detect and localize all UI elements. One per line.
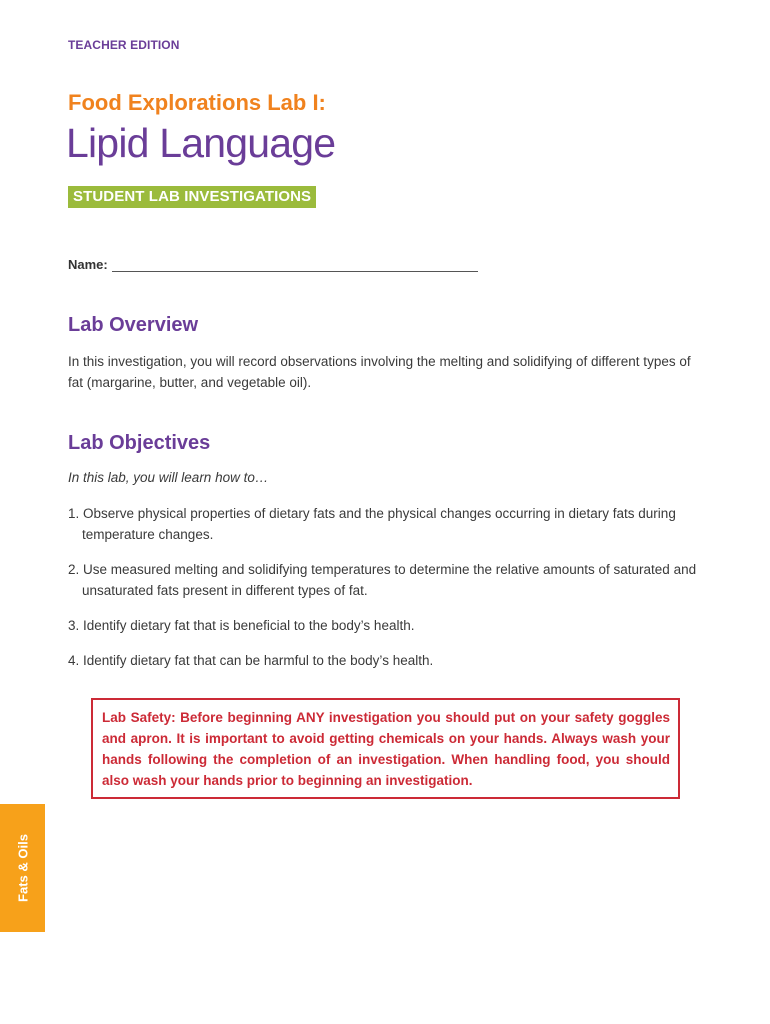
name-label: Name: [68, 257, 108, 272]
name-input-line[interactable] [112, 257, 478, 272]
lab-subtitle: Food Explorations Lab I: [68, 90, 326, 115]
overview-heading: Lab Overview [68, 314, 199, 336]
overview-text: In this investigation, you will record observations involving the melting and solidifying of different types of fat (margarine, butter, and vegetable oil). [68, 354, 691, 390]
objective-item: 1. Observe physical properties of dietary fats and the physical changes occurring in dietary fats during temperature changes. [68, 506, 676, 542]
name-field-row [68, 257, 478, 272]
edition-label: TEACHER EDITION [68, 38, 180, 52]
section-side-tab [0, 804, 45, 932]
side-tab-label: Fats & Oils [15, 834, 30, 902]
objectives-list [68, 503, 708, 685]
objective-item: 4. Identify dietary fat that can be harmful to the body’s health. [68, 653, 434, 668]
objectives-heading: Lab Objectives [68, 432, 211, 454]
objective-item: 3. Identify dietary fat that is beneficial to the body’s health. [68, 618, 415, 633]
lab-safety-box: Lab Safety: Before beginning ANY investigation you should put on your safety goggles and apron. It is important to avoid getting chemicals on your hands. Always wash your hands following the completion of an investigation. When handling food, you should also wash your hands prior to beginning an investigation. [91, 698, 680, 799]
objective-item: 2. Use measured melting and solidifying temperatures to determine the relative amounts of saturated and unsaturated fats present in different types of fat. [68, 562, 697, 598]
objectives-intro: In this lab, you will learn how to… [68, 470, 269, 485]
section-banner: STUDENT LAB INVESTIGATIONS [68, 186, 316, 208]
page-title: Lipid Language [66, 120, 336, 166]
